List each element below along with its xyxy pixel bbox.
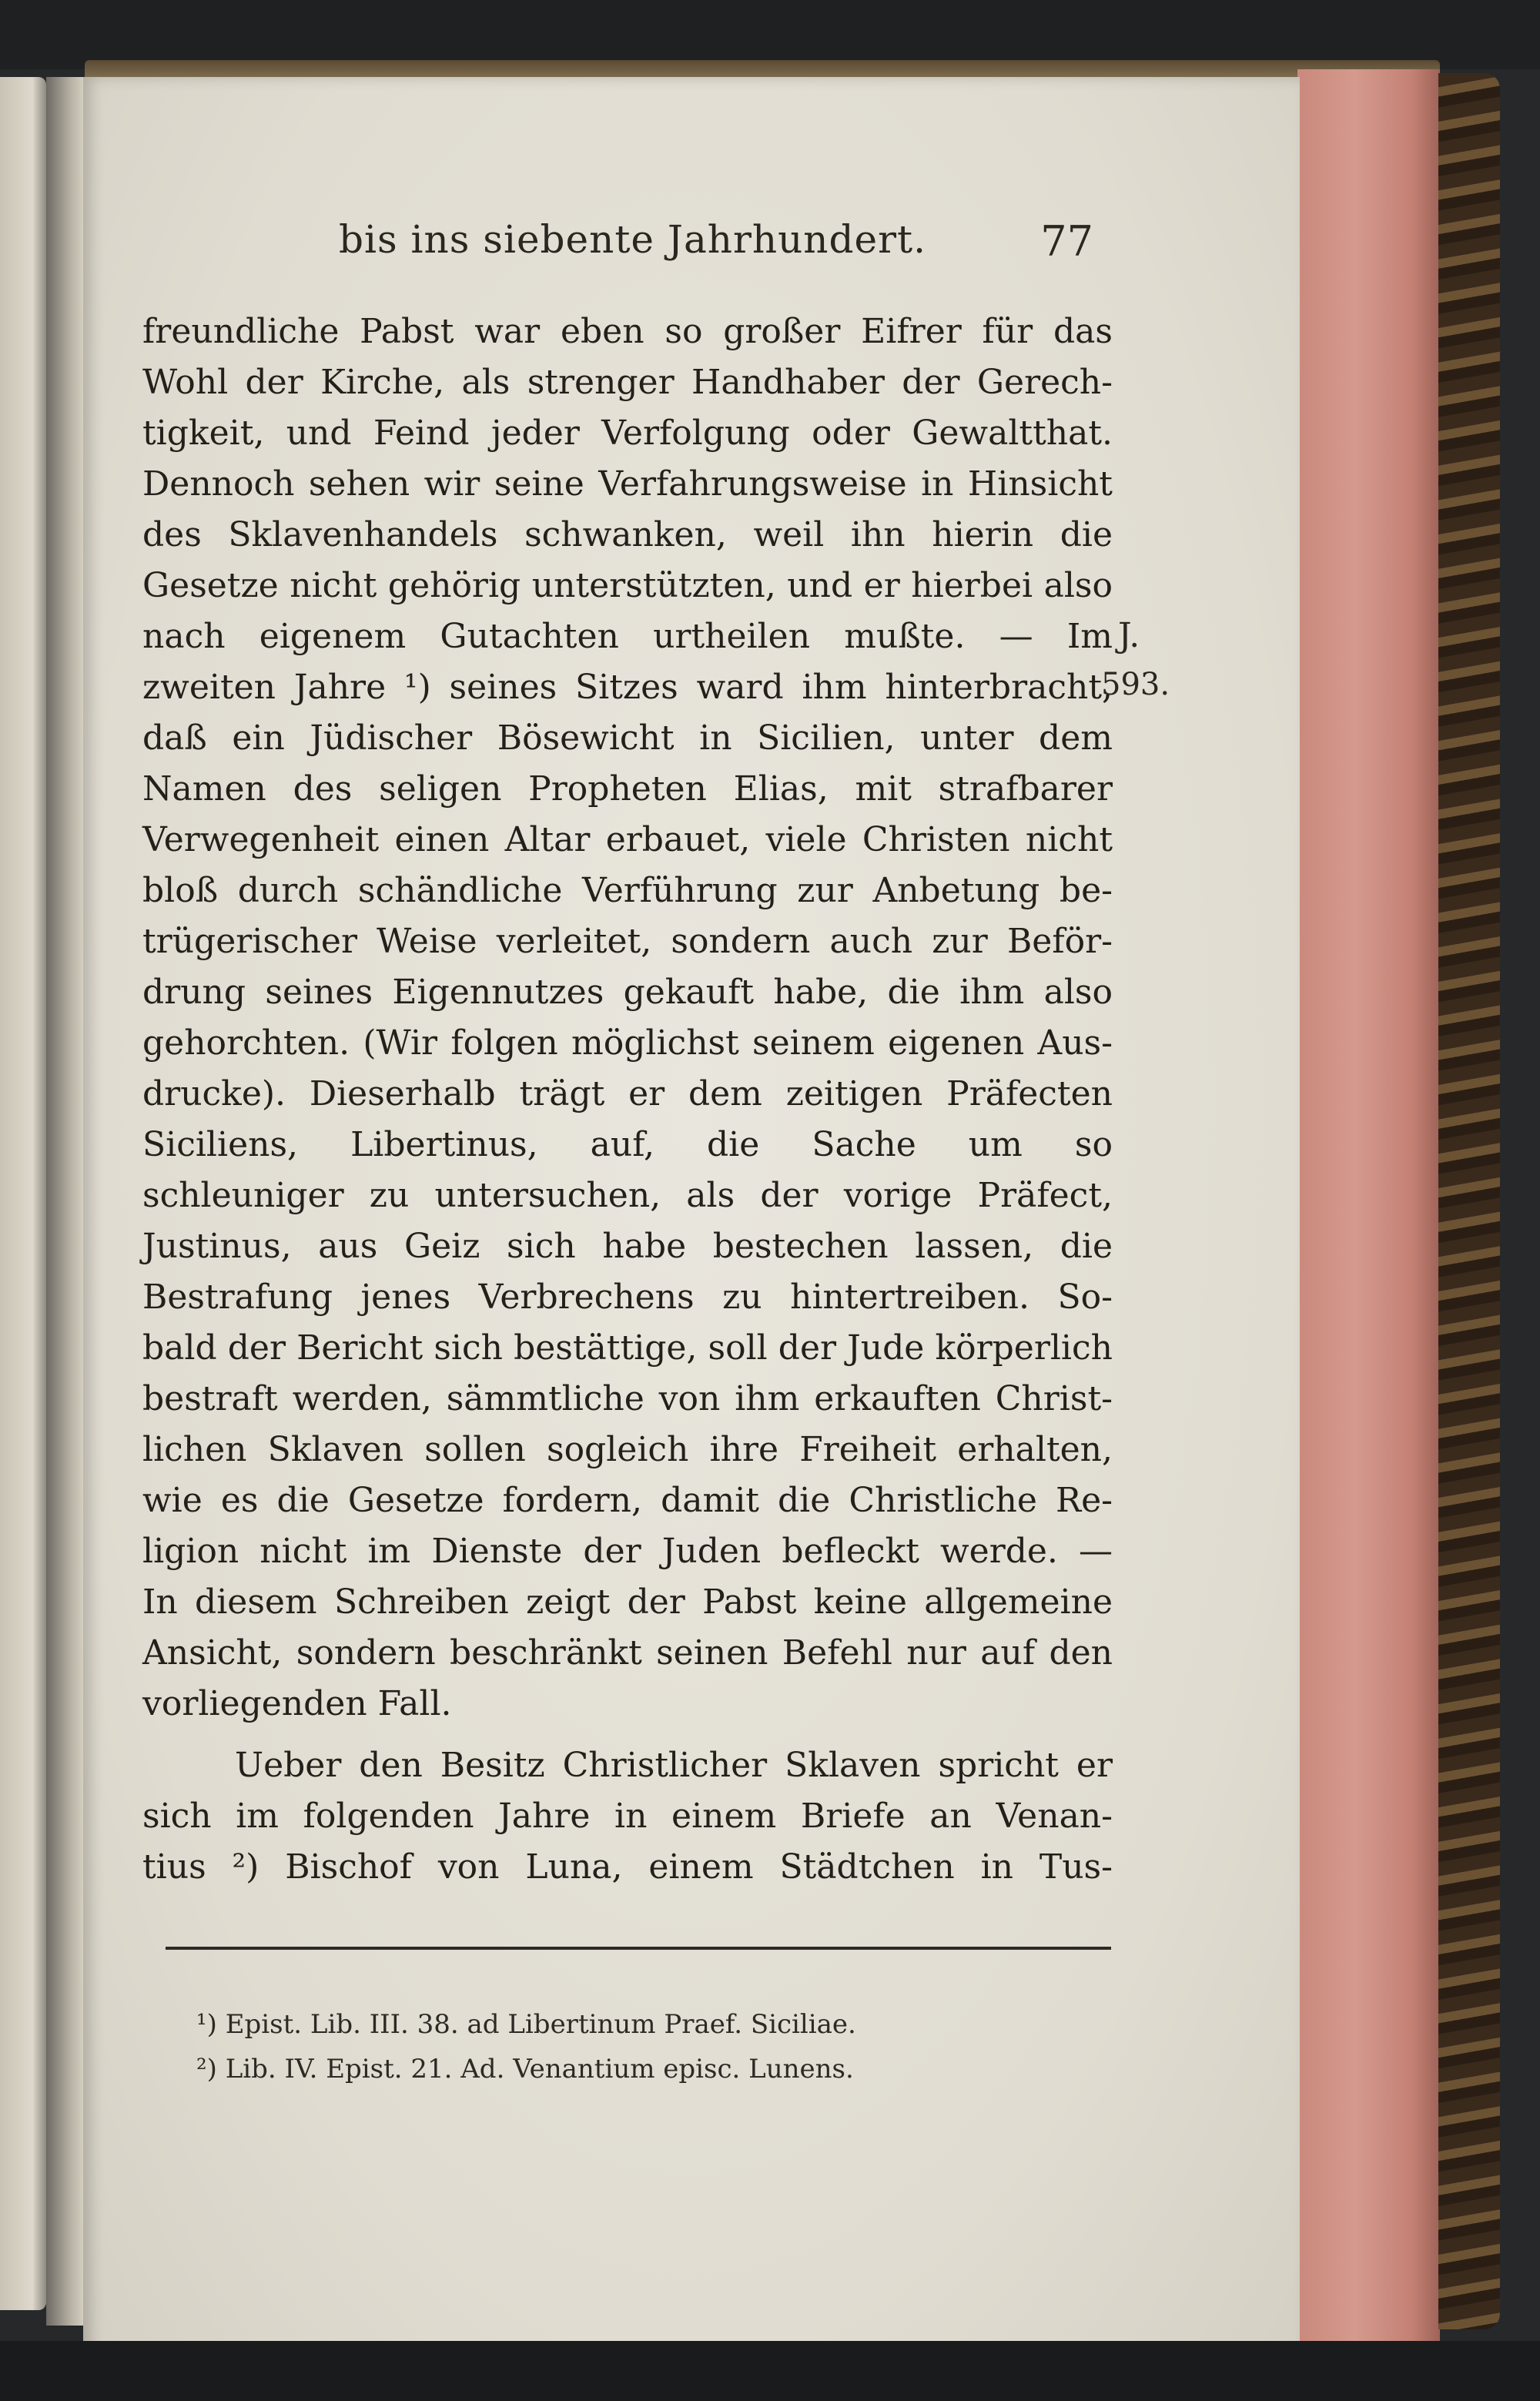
- text-line: drung seines Eigennutzes gekauft habe, die ihm also: [142, 973, 1113, 1012]
- margin-note-year: 593.: [1101, 667, 1170, 702]
- text-line: schleuniger zu untersuchen, als der vorige Präfect,: [142, 1176, 1113, 1215]
- text-line: zweiten Jahre ¹) seines Sitzes ward ihm hinterbracht,: [142, 668, 1113, 707]
- text-line: gehorchten. (Wir folgen möglichst seinem eigenen Aus-: [142, 1023, 1113, 1063]
- footnote: ¹) Epist. Lib. III. 38. ad Libertinum Praef. Siciliae.: [196, 2009, 856, 2040]
- background-bottom: [0, 2341, 1540, 2401]
- text-line: bloß durch schändliche Verführung zur Anbetung be-: [142, 871, 1113, 910]
- text-line: Wohl der Kirche, als strenger Handhaber der Gerech-: [142, 363, 1113, 402]
- text-line: tius ²) Bischof von Luna, einem Städtchen in Tus-: [142, 1847, 1113, 1887]
- text-line: tigkeit, und Feind jeder Verfolgung oder Gewaltthat.: [142, 414, 1113, 453]
- book-gutter: [46, 77, 85, 2326]
- text-line: Bestrafung jenes Verbrechens zu hintertreiben. So-: [142, 1278, 1113, 1317]
- text-line: In diesem Schreiben zeigt der Pabst keine allgemeine: [142, 1582, 1113, 1622]
- margin-note-year-label: J.: [1118, 616, 1140, 655]
- text-line: nach eigenem Gutachten urtheilen mußte. — Im: [142, 617, 1113, 656]
- text-line: Ansicht, sondern beschränkt seinen Befehl nur auf den: [142, 1633, 1113, 1673]
- footnote: ²) Lib. IV. Epist. 21. Ad. Venantium episc. Lunens.: [196, 2054, 854, 2085]
- text-line: Verwegenheit einen Altar erbauet, viele Christen nicht: [142, 820, 1113, 859]
- text-line: wie es die Gesetze fordern, damit die Christliche Re-: [142, 1481, 1113, 1520]
- page-number: 77: [1040, 217, 1093, 266]
- text-line: Namen des seligen Propheten Elias, mit strafbarer: [142, 769, 1113, 809]
- text-line: lichen Sklaven sollen sogleich ihre Freiheit erhalten,: [142, 1430, 1113, 1469]
- text-line: Gesetze nicht gehörig unterstützten, und er hierbei also: [142, 566, 1113, 605]
- body-text: [142, 306, 1113, 1893]
- text-line: Ueber den Besitz Christlicher Sklaven spricht er: [235, 1746, 1113, 1785]
- book-cover-edge: [1438, 73, 1500, 2329]
- text-line: daß ein Jüdischer Bösewicht in Sicilien, unter dem: [142, 718, 1113, 758]
- footnotes: [196, 2002, 1043, 2091]
- text-line: bald der Bericht sich bestättige, soll der Jude körperlich: [142, 1328, 1113, 1368]
- text-line: des Sklavenhandels schwanken, weil ihn hierin die: [142, 515, 1113, 554]
- text-line: drucke). Dieserhalb trägt er dem zeitigen Präfecten: [142, 1074, 1113, 1113]
- page-fore-edge: [1297, 69, 1440, 2349]
- text-line: ligion nicht im Dienste der Juden befleckt werde. —: [142, 1532, 1113, 1571]
- text-line: Siciliens, Libertinus, auf, die Sache um so: [142, 1125, 1113, 1164]
- text-line: sich im folgenden Jahre in einem Briefe an Venan-: [142, 1797, 1113, 1836]
- text-line: vorliegenden Fall.: [142, 1684, 452, 1723]
- text-line: Dennoch sehen wir seine Verfahrungsweise in Hinsicht: [142, 464, 1113, 504]
- left-page-edge: [0, 77, 46, 2310]
- page-header: [339, 217, 1093, 279]
- text-line: trügerischer Weise verleitet, sondern auch zur Beför-: [142, 922, 1113, 961]
- footnote-rule: [166, 1947, 1111, 1950]
- background-top: [0, 0, 1540, 69]
- text-line: bestraft werden, sämmtliche von ihm erkauften Christ-: [142, 1379, 1113, 1418]
- text-line: freundliche Pabst war eben so großer Eifrer für das: [142, 312, 1113, 351]
- running-head: bis ins siebente Jahrhundert.: [339, 217, 926, 262]
- text-line: Justinus, aus Geiz sich habe bestechen lassen, die: [142, 1227, 1113, 1266]
